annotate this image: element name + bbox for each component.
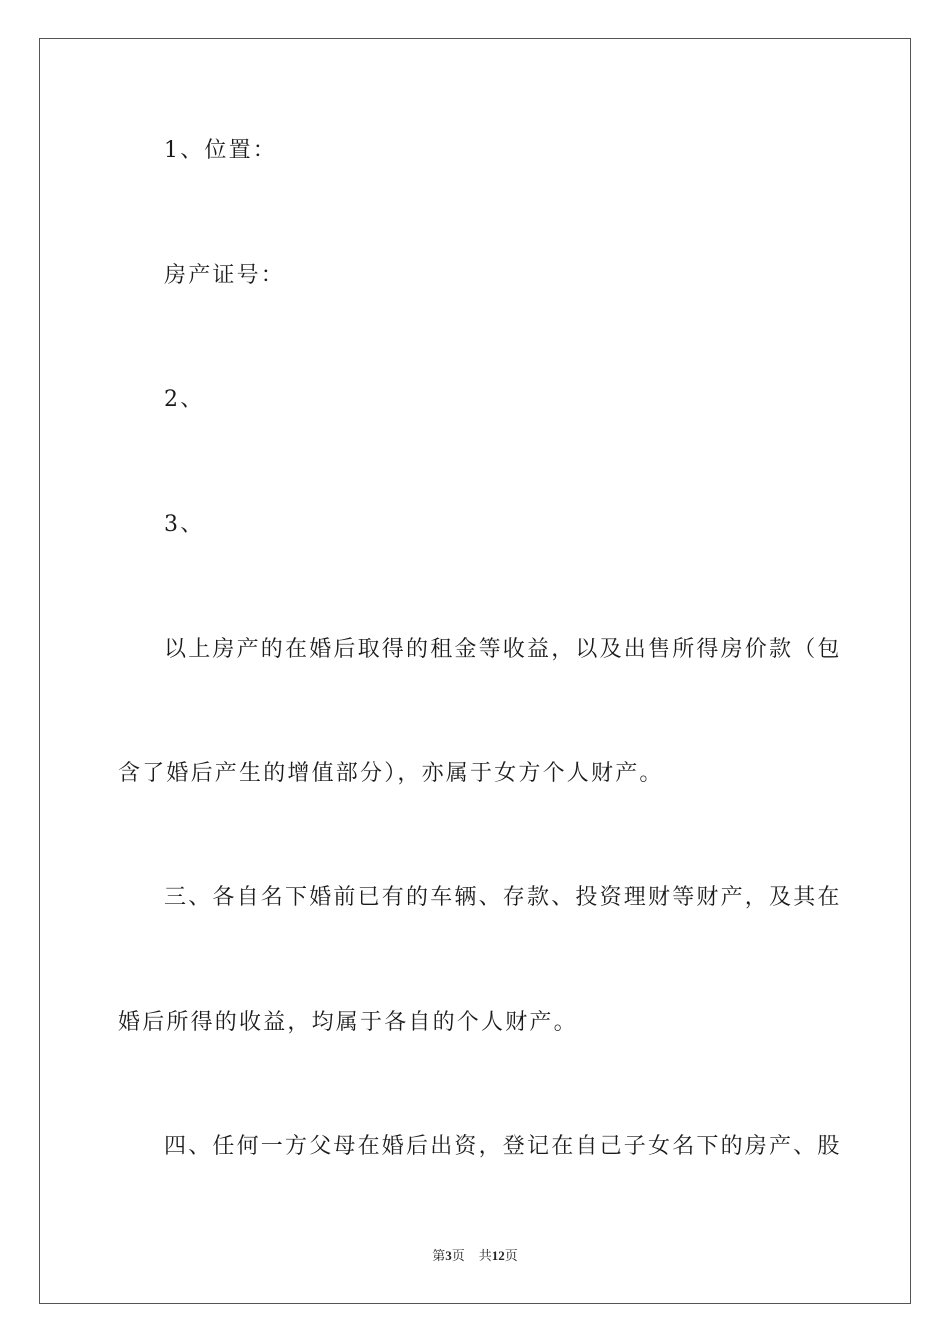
item-3: 3、 xyxy=(164,512,205,537)
page-number: 3 xyxy=(445,1248,452,1263)
page-suffix: 页 xyxy=(451,1248,465,1263)
item-1-location: 1、位置： xyxy=(164,138,277,163)
page-border xyxy=(39,38,911,1304)
page-footer xyxy=(0,1248,950,1264)
item-2: 2、 xyxy=(164,387,205,412)
section-four-line-1: 四、任何一方父母在婚后出资，登记在自己子女名下的房产、股 xyxy=(164,1134,842,1159)
total-suffix: 页 xyxy=(504,1248,518,1263)
total-prefix: 共 xyxy=(478,1248,492,1263)
page-prefix: 第 xyxy=(432,1248,446,1263)
section-three-line-2: 婚后所得的收益，均属于各自的个人财产。 xyxy=(118,1010,578,1035)
total-pages: 12 xyxy=(491,1248,505,1263)
property-certificate-number: 房产证号： xyxy=(164,263,286,288)
section-three-line-1: 三、各自名下婚前已有的车辆、存款、投资理财等财产，及其在 xyxy=(164,885,842,910)
paragraph-rental-income-line-2: 含了婚后产生的增值部分），亦属于女方个人财产。 xyxy=(118,761,664,786)
paragraph-rental-income-line-1: 以上房产的在婚后取得的租金等收益，以及出售所得房价款（包 xyxy=(164,637,842,662)
